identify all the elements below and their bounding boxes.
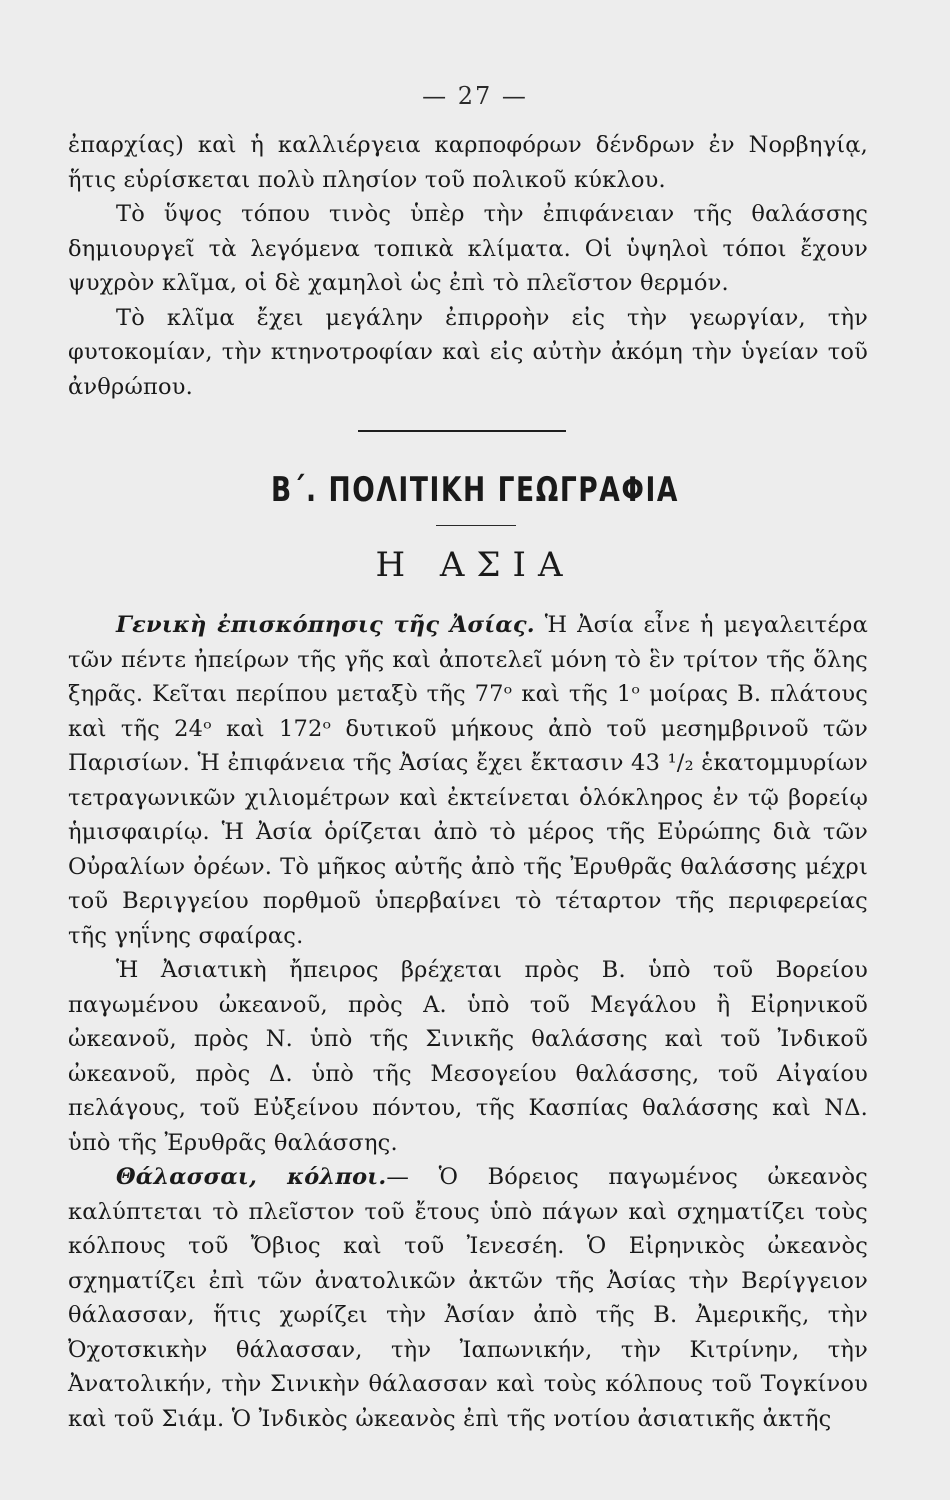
seas-text: — Ὁ Βόρειος παγωμένος ὠκεανὸς καλύπτεται τὸ πλεῖστον τοῦ ἔτους ὑπὸ πάγων καὶ σχηματίζει τοὺς κόλπους τοῦ Ὄβιος καὶ τοῦ Ἰενεσέη. Ὁ Εἰρηνικὸς ὠκεανὸς σχηματίζει ἐπὶ τῶν ἀνατολικῶν ἀκτῶν τῆς Ἀσίας τὴν Βερίγγειον θάλασσαν, ἥτις χωρίζει τὴν Ἀσίαν ἀπὸ τῆς Β. Ἀμερικῆς, τὴν Ὀχοτσκικὴν θάλασσαν, τὴν Ἰαπωνικήν, τὴν Κιτρίνην, τὴν Ἀνατολικήν, τὴν Σινικὴν θάλασσαν καὶ τοὺς κόλπους τοῦ Τογκίνου καὶ τοῦ Σιάμ. Ὁ Ἰνδικὸς ὠκεανὸς ἐπὶ τῆς νοτίου ἀσιατικῆς ἀκτῆς: [68, 1164, 868, 1432]
intro-paragraph-1: ἐπαρχίας) καὶ ἡ καλλιέργεια καρποφόρων δένδρων ἐν Νορβηγίᾳ, ἥτις εὑρίσκεται πολὺ πλησίον τοῦ πολικοῦ κύκλου.: [68, 132, 868, 193]
page-number: — 27 —: [422, 82, 528, 110]
borders-paragraph: Ἡ Ἀσιατικὴ ἤπειρος βρέχεται πρὸς Β. ὑπὸ τοῦ Βορείου παγωμένου ὠκεανοῦ, πρὸς Α. ὑπὸ τοῦ Μεγάλου ἢ Εἰρηνικοῦ ὠκεανοῦ, πρὸς Ν. ὑπὸ τῆς Σινικῆς θαλάσσης καὶ τοῦ Ἰνδικοῦ ὠκεανοῦ, πρὸς Δ. ὑπὸ τῆς Μεσογείου θαλάσσης, τοῦ Αἰγαίου πελάγους, τοῦ Εὐξείνου πόντου, τῆς Κασπίας θαλάσσης καὶ ΝΔ. ὑπὸ τῆς Ἐρυθρᾶς θαλάσσης.: [68, 957, 868, 1156]
overview-heading: Γενικὴ ἐπισκόπησις τῆς Ἀσίας.: [116, 612, 535, 638]
overview-paragraph: [68, 608, 868, 953]
seas-heading: Θάλασσαι, κόλποι.: [116, 1164, 387, 1190]
intro-paragraph-3: Τὸ κλῖμα ἔχει μεγάλην ἐπιρροὴν εἰς τὴν γεωργίαν, τὴν φυτοκομίαν, τὴν κτηνοτροφίαν καὶ εἰς αὐτὴν ἀκόμη τὴν ὑγείαν τοῦ ἀνθρώπου.: [68, 304, 868, 400]
seas-paragraph: [68, 1160, 868, 1436]
section-divider: [358, 430, 566, 432]
overview-text: Ἡ Ἀσία εἶνε ἡ μεγαλειτέρα τῶν πέντε ἠπείρων τῆς γῆς καὶ ἀποτελεῖ μόνη τὸ ἓν τρίτον τῆς ὅλης ξηρᾶς. Κεῖται περίπου μεταξὺ τῆς 77ᵒ καὶ τῆς 1ᵒ μοίρας Β. πλάτους καὶ τῆς 24ᵒ καὶ 172ᵒ δυτικοῦ μήκους ἀπὸ τοῦ μεσημβρινοῦ τῶν Παρισίων. Ἡ ἐπιφάνεια τῆς Ἀσίας ἔχει ἔκτασιν 43 ¹/₂ ἑκατομμυρίων τετραγωνικῶν χιλιομέτρων καὶ ἐκτείνεται ὁλόκληρος ἐν τῷ βορείῳ ἡμισφαιρίῳ. Ἡ Ἀσία ὁρίζεται ἀπὸ τὸ μέρος τῆς Εὐρώπης διὰ τῶν Οὐραλίων ὀρέων. Τὸ μῆκος αὐτῆς ἀπὸ τῆς Ἐρυθρᾶς θαλάσσης μέχρι τοῦ Βεριγγείου πορθμοῦ ὑπερβαίνει τὸ τέταρτον τῆς περιφερείας τῆς γηΐνης σφαίρας.: [68, 612, 868, 949]
asia-text: [68, 608, 868, 1436]
title-underline: [436, 525, 516, 526]
continent-title: Η ΑΣΙΑ: [375, 545, 575, 585]
section-title: Β΄. ΠΟΛΙΤΙΚΗ ΓΕΩΓΡΑΦΙΑ: [271, 470, 679, 510]
intro-paragraph-2: Τὸ ὕψος τόπου τινὸς ὑπὲρ τὴν ἐπιφάνειαν τῆς θαλάσσης δημιουργεῖ τὰ λεγόμενα τοπικὰ κλίματα. Οἱ ὑψηλοὶ τόποι ἔχουν ψυχρὸν κλῖμα, οἱ δὲ χαμηλοὶ ὡς ἐπὶ τὸ πλεῖστον θερμόν.: [68, 201, 868, 296]
intro-text: [68, 128, 868, 404]
